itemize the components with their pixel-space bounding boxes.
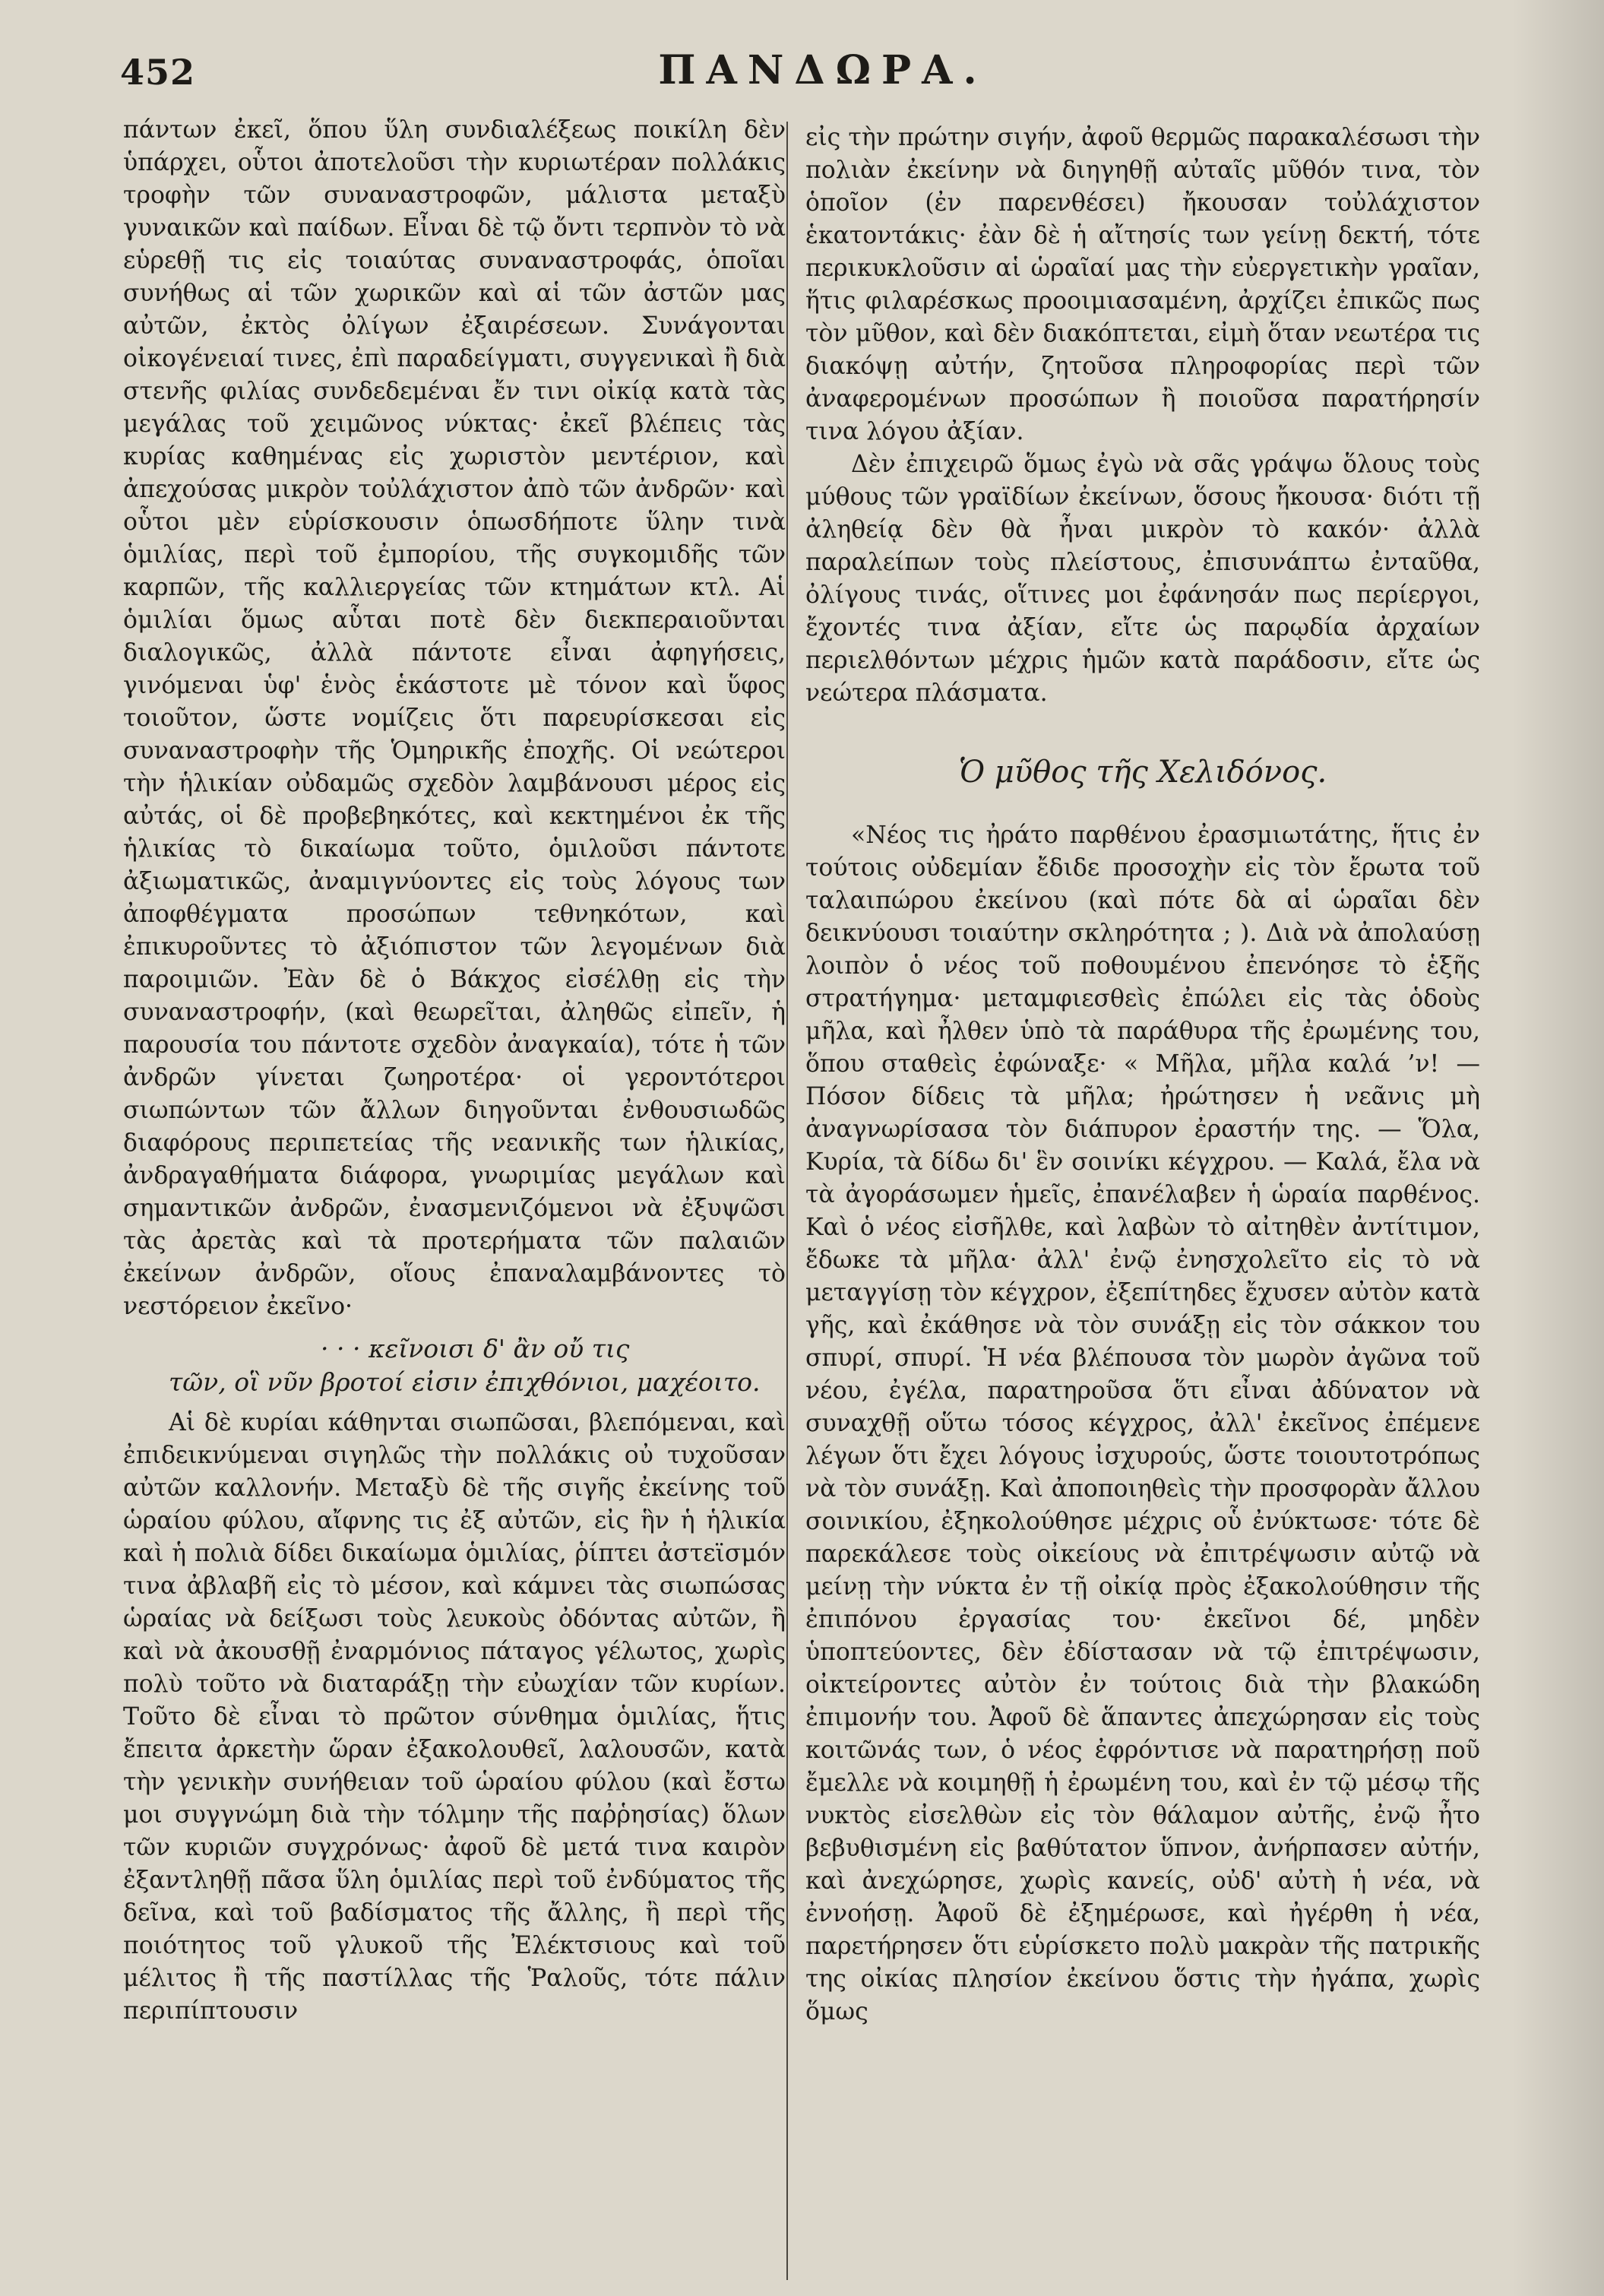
right-paragraph-3: «Νέος τις ἠράτο παρθένου ἐρασμιωτάτης, ἥτις ἐν τούτοις οὐδεμίαν ἔδιδε προσοχὴν εἰς τὸν ἔρωτα τοῦ ταλαιπώρου ἐκείνου (καὶ πότε δὰ αἱ ὡραῖαι δὲν δεικνύουσι τοιαύτην σκληρότητα ; ). Διὰ νὰ ἀπολαύσῃ λοιπὸν ὁ νέος τοῦ ποθουμένου ἐπενόησε τὸ ἑξῆς στρατήγημα· μεταμφιεσθεὶς ἐπώλει εἰς τὰς ὁδοὺς μῆλα, καὶ ἦλθεν ὑπὸ τὰ παράθυρα τῆς ἐρωμένης του, ὅπου σταθεὶς ἐφώναξε· « Μῆλα, μῆλα καλά ’ν! — Πόσον δίδεις τὰ μῆλα; ἠρώτησεν ἡ νεᾶνις μὴ ἀναγνωρίσασα τὸν διάπυρον ἐραστήν της. — Ὅλα, Κυρία, τὰ δίδω δι' ἓν σοινίκι κέγχρου. — Καλά, ἔλα νὰ τὰ ἀγοράσωμεν ἡμεῖς, ἐπανέλαβεν ἡ ὡραία παρθένος. Καὶ ὁ νέος εἰσῆλθε, καὶ λαβὼν τὸ αἰτηθὲν ἀντίτιμον, ἔδωκε τὰ μῆλα· ἀλλ' ἐνῷ ἐνησχολεῖτο εἰς τὸ νὰ μεταγγίσῃ τὸν κέγχρον, ἐξεπίτηδες ἔχυσεν αὐτὸν κατὰ γῆς, καὶ ἐκάθησε νὰ τὸν συνάξῃ εἰς τὸν σάκκον του σπυρί, σπυρί. Ἡ νέα βλέπουσα τὸν μωρὸν ἀγῶνα τοῦ νέου, ἐγέλα, παρατηροῦσα ὅτι εἶναι ἀδύνατον νὰ συναχθῇ οὕτω τόσος κέγχρος, ἀλλ' ἐκεῖνος ἐπέμενε λέγων ὅτι ἔχει λόγους ἰσχυρούς, ὥστε τοιουτοτρόπως νὰ τὸν συνάξῃ. Καὶ ἀποποιηθεὶς τὴν προσφορὰν ἄλλου σοινικίου, ἐξηκολούθησε μέχρις οὗ ἐνύκτωσε· τότε δὲ παρεκάλεσε τοὺς οἰκείους νὰ ἐπιτρέψωσιν αὐτῷ νὰ μείνῃ τὴν νύκτα ἐν τῇ οἰκίᾳ πρὸς ἐξακολούθησιν τῆς ἐπιπόνου ἐργασίας του· ἐκεῖνοι δέ, μηδὲν ὑποπτεύοντες, δὲν ἐδίστασαν νὰ τῷ ἐπιτρέψωσιν, οἰκτείροντες αὐτὸν ἐν τούτοις διὰ τὴν βλακώδη ἐπιμονήν του. Ἀφοῦ δὲ ἅπαντες ἀπεχώρησαν εἰς τοὺς κοιτῶνάς των, ὁ νέος ἐφρόντισε νὰ παρατηρήσῃ ποῦ ἔμελλε νὰ κοιμηθῇ ἡ ἐρωμένη του, καὶ ἐν τῷ μέσῳ τῆς νυκτὸς εἰσελθὼν εἰς τὸν θάλαμον αὐτῆς, ἐνῷ ἦτο βεβυθισμένη εἰς βαθύτατον ὕπνον, ἀνήρπασεν αὐτήν, καὶ ἀνεχώρησε, χωρὶς κανείς, οὐδ' αὐτὴ ἡ νέα, νὰ ἐννοήσῃ. Ἀφοῦ δὲ ἐξημέρωσε, καὶ ἠγέρθη ἡ νέα, παρετήρησεν ὅτι εὑρίσκετο πολὺ μακρὰν τῆς πατρικῆς της οἰκίας πλησίον ἐκείνου ὅστις τὴν ἠγάπα, χωρὶς ὅμως <box>805 822 1480 2025</box>
verse-quotation <box>123 1332 786 1399</box>
page-edge-shadow <box>1512 0 1604 2296</box>
right-paragraph-2: Δὲν ἐπιχειρῶ ὅμως ἐγὼ νὰ σᾶς γράψω ὅλους τοὺς μύθους τῶν γραϊδίων ἐκείνων, ὅσους ἤκουσα· διότι τῇ ἀληθείᾳ δὲν θὰ ἦναι μικρὸν τὸ κακόν· ἀλλὰ παραλείπων τοὺς πλείστους, ἐπισυνάπτω ἐνταῦθα, ὀλίγους τινάς, οἵτινες μοι ἐφάνησάν πως περίεργοι, ἔχοντές τινα ἀξίαν, εἴτε ὡς παρῳδία ἀρχαίων περιελθόντων μέχρις ἡμῶν κατὰ παράδοσιν, εἴτε ὡς νεώτερα πλάσματα. <box>805 451 1480 707</box>
page-header <box>120 47 1526 108</box>
right-column <box>805 122 1480 2028</box>
left-paragraph-1: πάντων ἐκεῖ, ὅπου ὕλη συνδιαλέξεως ποικίλη δὲν ὑπάρχει, οὗτοι ἀποτελοῦσι τὴν κυριωτέραν πολλάκις τροφὴν τῶν συναναστροφῶν, μάλιστα μεταξὺ γυναικῶν καὶ παίδων. Εἶναι δὲ τῷ ὄντι τερπνὸν τὸ νὰ εὑρεθῇ τις εἰς τοιαύτας συναναστροφάς, ὁποῖαι συνήθως αἱ τῶν χωρικῶν καὶ αἱ τῶν ἀστῶν μας αὐτῶν, ἐκτὸς ὀλίγων ἐξαιρέσεων. Συνάγονται οἰκογένειαί τινες, ἐπὶ παραδείγματι, συγγενικαὶ ἢ διὰ στενῆς φιλίας συνδεδεμέναι ἔν τινι οἰκίᾳ κατὰ τὰς μεγάλας τοῦ χειμῶνος νύκτας· ἐκεῖ βλέπεις τὰς κυρίας καθημένας εἰς χωριστὸν μεντέριον, καὶ ἀπεχούσας μικρὸν τοὐλάχιστον ἀπὸ τῶν ἀνδρῶν· καὶ οὗτοι μὲν εὑρίσκουσιν ὁπωσδήποτε ὕλην τινὰ ὁμιλίας, περὶ τοῦ ἐμπορίου, τῆς συγκομιδῆς τῶν καρπῶν, τῆς καλλιεργείας τῶν κτημάτων κτλ. Αἱ ὁμιλίαι ὅμως αὗται ποτὲ δὲν διεκπεραιοῦνται διαλογικῶς, ἀλλὰ πάντοτε εἶναι ἀφηγήσεις, γινόμεναι ὑφ' ἑνὸς ἑκάστοτε μὲ τόνον καὶ ὕφος τοιοῦτον, ὥστε νομίζεις ὅτι παρευρίσκεσαι εἰς συναναστροφὴν τῆς Ὁμηρικῆς ἐποχῆς. Οἱ νεώτεροι τὴν ἡλικίαν οὐδαμῶς σχεδὸν λαμβάνουσι μέρος εἰς αὐτάς, οἱ δὲ προβεβηκότες, καὶ κεκτημένοι ἐκ τῆς ἡλικίας τὸ δικαίωμα τοῦτο, ὁμιλοῦσι πάντοτε ἀξιωματικῶς, ἀναμιγνύοντες εἰς τοὺς λόγους των ἀποφθέγματα προσώπων τεθνηκότων, καὶ ἐπικυροῦντες τὸ ἀξιόπιστον τῶν λεγομένων διὰ παροιμιῶν. Ἐὰν δὲ ὁ Βάκχος εἰσέλθῃ εἰς τὴν συναναστροφήν, (καὶ θεωρεῖται, ἀληθῶς εἰπεῖν, ἡ παρουσία του πάντοτε σχεδὸν ἀναγκαία), τότε ἡ τῶν ἀνδρῶν γίνεται ζωηροτέρα· οἱ γεροντότεροι σιωπώντων τῶν ἄλλων διηγοῦνται ἐνθουσιωδῶς διαφόρους περιπετείας τῆς νεανικῆς των ἡλικίας, ἀνδραγαθήματα διάφορα, γνωριμίας μεγάλων καὶ σημαντικῶν ἀνδρῶν, ἐνασμενιζόμενοι νὰ ἐξυψῶσι τὰς ἀρετὰς καὶ τὰ προτερήματα τῶν παλαιῶν ἐκείνων ἀνδρῶν, οἵους ἐπαναλαμβάνοντες τὸ νεστόρειον ἐκεῖνο· <box>123 116 786 1320</box>
page-number: 452 <box>120 52 196 93</box>
left-paragraph-2: Αἱ δὲ κυρίαι κάθηνται σιωπῶσαι, βλεπόμεναι, καὶ ἐπιδεικνύμεναι σιγηλῶς τὴν πολλάκις οὐ τυχοῦσαν αὐτῶν καλλονήν. Μεταξὺ δὲ τῆς σιγῆς ἐκείνης τοῦ ὡραίου φύλου, αἴφνης τις ἐξ αὐτῶν, εἰς ἣν ἡ ἡλικία καὶ ἡ πολιὰ δίδει δικαίωμα ὁμιλίας, ῥίπτει ἀστεϊσμόν τινα ἀβλαβῆ εἰς τὸ μέσον, καὶ κάμνει τὰς σιωπώσας ὡραίας νὰ δείξωσι τοὺς λευκοὺς ὀδόντας αὐτῶν, ἢ καὶ νὰ ἀκουσθῇ ἐναρμόνιος πάταγος γέλωτος, χωρὶς πολὺ τοῦτο νὰ διαταράξῃ τὴν εὐωχίαν τῶν κυρίων. Τοῦτο δὲ εἶναι τὸ πρῶτον σύνθημα ὁμιλίας, ἥτις ἔπειτα ἀρκετὴν ὥραν ἐξακολουθεῖ, λαλουσῶν, κατὰ τὴν γενικὴν συνήθειαν τοῦ ὡραίου φύλου (καὶ ἔστω μοι συγγνώμη διὰ τὴν τόλμην τῆς παῤῥησίας) ὅλων τῶν κυριῶν συγχρόνως· ἀφοῦ δὲ μετά τινα καιρὸν ἐξαντληθῇ πᾶσα ὕλη ὁμιλίας περὶ τοῦ ἐνδύματος τῆς δεῖνα, καὶ τοῦ βαδίσματος τῆς ἄλλης, ἢ περὶ τῆς ποιότητος τοῦ γλυκοῦ τῆς Ἐλέκτσιους καὶ τοῦ μέλιτος ἢ τῆς παστίλλας τῆς Ῥαλοῦς, τότε πάλιν περιπίπτουσιν <box>123 1409 786 2025</box>
right-paragraph-1: εἰς τὴν πρώτην σιγήν, ἀφοῦ θερμῶς παρακαλέσωσι τὴν πολιὰν ἐκείνην νὰ διηγηθῇ αὐταῖς μῦθόν τινα, τὸν ὁποῖον (ἐν παρενθέσει) ἤκουσαν τοὐλάχιστον ἑκατοντάκις· ἐὰν δὲ ἡ αἴτησίς των γείνῃ δεκτή, τότε περικυκλοῦσιν αἱ ὡραῖαί μας τὴν εὐεργετικὴν γραῖαν, ἥτις φιλαρέσκως προοιμιασαμένη, ἀρχίζει ἐπικῶς πως τὸν μῦθον, καὶ δὲν διακόπτεται, εἰμὴ ὅταν νεωτέρα τις διακόψῃ αὐτήν, ζητοῦσα πληροφορίας περὶ τῶν ἀναφερομένων προσώπων ἢ ποιοῦσα παρατήρησίν τινα λόγου ἀξίαν. <box>805 124 1480 445</box>
section-heading: Ὁ μῦθος τῆς Χελιδόνος. <box>958 755 1327 790</box>
left-column <box>123 114 786 2028</box>
running-title: ΠΑΝΔΩΡΑ. <box>658 47 988 93</box>
verse-line-1: · · · κεῖνοισι δ' ἂν οὔ τις <box>321 1334 630 1363</box>
verse-line-2: τῶν, οἳ νῦν βροτοί εἰσιν ἐπιχθόνιοι, μαχέοιτο. <box>169 1367 761 1397</box>
column-divider <box>786 122 788 2280</box>
